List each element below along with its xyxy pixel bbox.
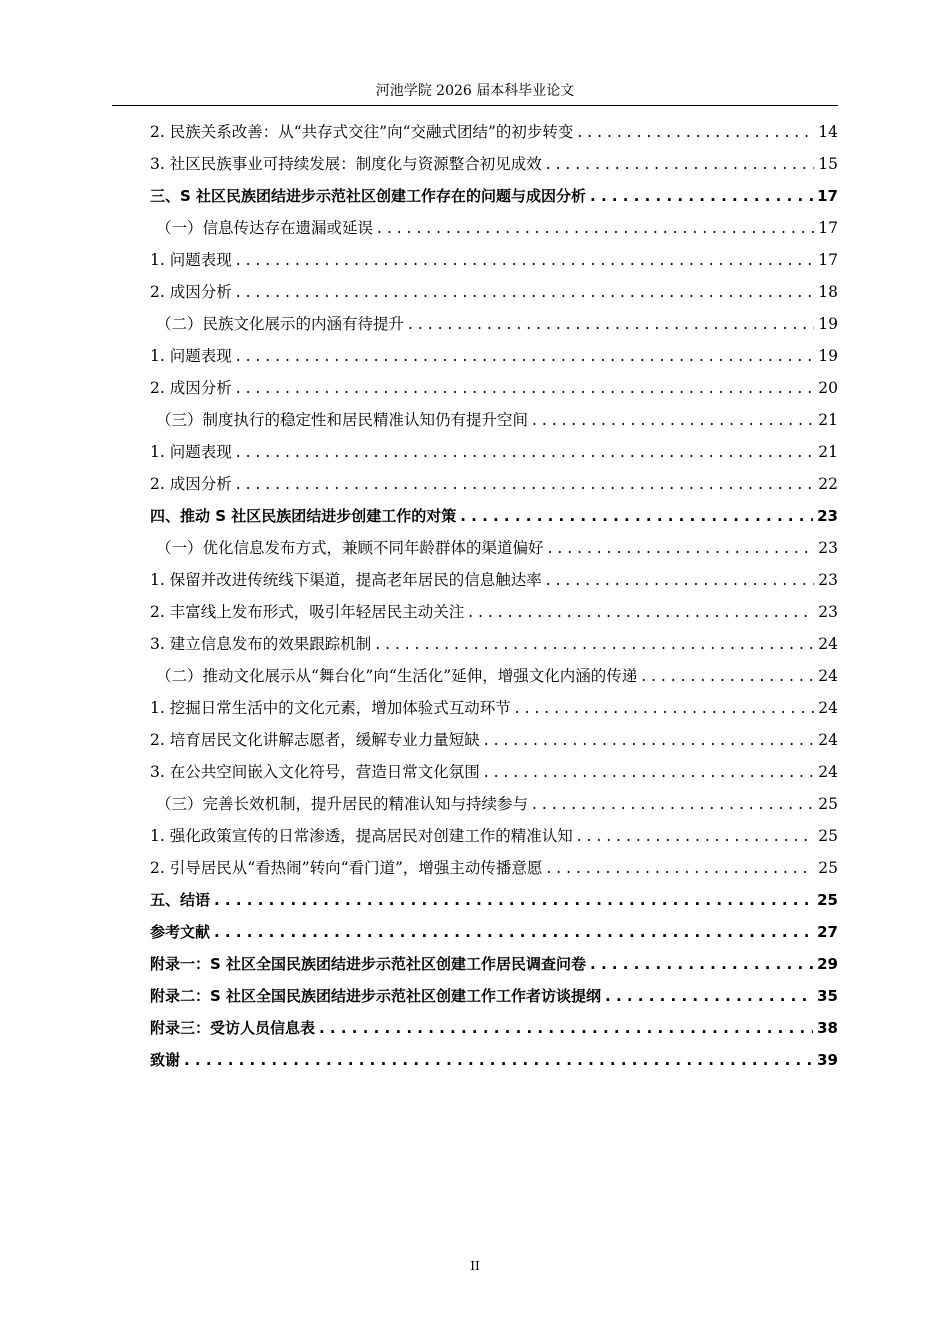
toc-entry[interactable] <box>150 212 838 244</box>
toc-entry-title: 1. 问题表现 <box>150 251 232 269</box>
toc-dot-leader <box>590 948 813 980</box>
toc-entry-page: 24 <box>818 667 838 685</box>
toc-entry-title: 附录三：受访人员信息表 <box>150 1019 316 1037</box>
toc-dot-leader <box>590 180 813 212</box>
toc-entry[interactable] <box>150 1012 838 1044</box>
toc-entry-title: 致谢 <box>150 1051 181 1069</box>
toc-dot-leader <box>641 660 814 692</box>
toc-entry[interactable] <box>150 980 838 1012</box>
toc-entry-title: 1. 挖掘日常生活中的文化元素，增加体验式互动环节 <box>150 699 511 717</box>
toc-dot-leader <box>236 276 815 308</box>
toc-entry-page: 24 <box>818 731 838 749</box>
toc-entry-page: 19 <box>818 347 838 365</box>
toc-entry[interactable] <box>150 468 838 500</box>
toc-entry-title: 3. 在公共空间嵌入文化符号，营造日常文化氛围 <box>150 763 480 781</box>
toc-entry[interactable] <box>150 116 838 148</box>
toc-entry-page: 17 <box>818 251 838 269</box>
toc-dot-leader <box>484 724 815 756</box>
toc-entry-title: 1. 问题表现 <box>150 347 232 365</box>
toc-entry-title: 三、S 社区民族团结进步示范社区创建工作存在的问题与成因分析 <box>150 187 587 205</box>
toc-entry[interactable] <box>150 244 838 276</box>
toc-dot-leader <box>484 756 815 788</box>
toc-entry-page: 27 <box>817 923 838 941</box>
toc-dot-leader <box>468 596 814 628</box>
toc-dot-leader <box>515 692 815 724</box>
toc-entry-page: 23 <box>817 507 838 525</box>
toc-entry-page: 35 <box>817 987 838 1005</box>
toc-entry[interactable] <box>150 148 838 180</box>
toc-entry-page: 29 <box>817 955 838 973</box>
toc-entry[interactable] <box>150 436 838 468</box>
toc-entry-title: （二）推动文化展示从“舞台化”向“生活化”延伸，增强文化内涵的传递 <box>156 667 638 685</box>
toc-entry-title: 2. 引导居民从“看热闹”转向“看门道”，增强主动传播意愿 <box>150 859 543 877</box>
toc-entry-page: 19 <box>818 315 838 333</box>
toc-entry-page: 18 <box>818 283 838 301</box>
toc-dot-leader <box>236 340 815 372</box>
toc-entry[interactable] <box>150 500 838 532</box>
toc-dot-leader <box>184 1044 813 1076</box>
toc-entry-page: 25 <box>818 795 838 813</box>
toc-entry-page: 39 <box>817 1051 838 1069</box>
toc-entry-title: 3. 建立信息发布的效果跟踪机制 <box>150 635 372 653</box>
toc-entry-title: 1. 问题表现 <box>150 443 232 461</box>
toc-dot-leader <box>577 820 815 852</box>
toc-entry[interactable] <box>150 340 838 372</box>
toc-dot-leader <box>577 116 814 148</box>
toc-entry-title: 2. 丰富线上发布形式，吸引年轻居民主动关注 <box>150 603 465 621</box>
toc-entry-title: 五、结语 <box>150 891 211 909</box>
toc-entry[interactable] <box>150 180 838 212</box>
toc-dot-leader <box>460 500 813 532</box>
toc-dot-leader <box>408 308 814 340</box>
toc-entry[interactable] <box>150 948 838 980</box>
toc-entry[interactable] <box>150 404 838 436</box>
toc-dot-leader <box>236 244 815 276</box>
toc-entry-page: 23 <box>818 539 838 557</box>
toc-dot-leader <box>236 372 815 404</box>
toc-entry[interactable] <box>150 1044 838 1076</box>
toc-dot-leader <box>532 404 814 436</box>
toc-entry[interactable] <box>150 276 838 308</box>
toc-entry-page: 22 <box>818 475 838 493</box>
toc-dot-leader <box>236 436 815 468</box>
toc-entry-title: 附录二：S 社区全国民族团结进步示范社区创建工作工作者访谈提纲 <box>150 987 602 1005</box>
toc-entry-page: 15 <box>818 155 838 173</box>
toc-entry[interactable] <box>150 564 838 596</box>
toc-entry-page: 21 <box>818 411 838 429</box>
toc-entry-title: 2. 成因分析 <box>150 475 232 493</box>
toc-entry-page: 25 <box>817 891 838 909</box>
toc-entry-title: （一）信息传达存在遗漏或延误 <box>156 219 374 237</box>
toc-entry[interactable] <box>150 532 838 564</box>
toc-dot-leader <box>546 564 815 596</box>
toc-dot-leader <box>375 628 814 660</box>
toc-entry[interactable] <box>150 852 838 884</box>
toc-entry-title: 附录一：S 社区全国民族团结进步示范社区创建工作居民调查问卷 <box>150 955 587 973</box>
toc-entry-title: 参考文献 <box>150 923 211 941</box>
toc-entry-title: 2. 成因分析 <box>150 283 232 301</box>
toc-entry-page: 17 <box>817 187 838 205</box>
toc-entry[interactable] <box>150 596 838 628</box>
toc-entry[interactable] <box>150 308 838 340</box>
toc-entry-title: （三）制度执行的稳定性和居民精准认知仍有提升空间 <box>156 411 529 429</box>
toc-entry[interactable] <box>150 724 838 756</box>
toc-entry-page: 21 <box>818 443 838 461</box>
toc-dot-leader <box>546 148 815 180</box>
toc-dot-leader <box>605 980 813 1012</box>
toc-entry[interactable] <box>150 692 838 724</box>
toc-dot-leader <box>319 1012 813 1044</box>
toc-entry-title: 四、推动 S 社区民族团结进步创建工作的对策 <box>150 507 457 525</box>
toc-entry[interactable] <box>150 820 838 852</box>
page-number: II <box>470 1259 480 1273</box>
toc-dot-leader <box>532 788 814 820</box>
toc-dot-leader <box>377 212 814 244</box>
toc-entry[interactable] <box>150 660 838 692</box>
toc-entry-title: （一）优化信息发布方式，兼顾不同年龄群体的渠道偏好 <box>156 539 544 557</box>
toc-entry[interactable] <box>150 884 838 916</box>
toc-entry-page: 24 <box>818 763 838 781</box>
toc-entry-page: 24 <box>818 699 838 717</box>
toc-entry-page: 25 <box>818 859 838 877</box>
toc-entry-page: 20 <box>818 379 838 397</box>
toc-entry-page: 24 <box>818 635 838 653</box>
toc-entry-page: 23 <box>818 603 838 621</box>
toc-entry-page: 25 <box>818 827 838 845</box>
toc-dot-leader <box>214 916 813 948</box>
toc-entry-title: 2. 培育居民文化讲解志愿者，缓解专业力量短缺 <box>150 731 480 749</box>
toc-dot-leader <box>214 884 813 916</box>
toc-entry-title: 1. 强化政策宣传的日常渗透，提高居民对创建工作的精准认知 <box>150 827 573 845</box>
toc-entry[interactable] <box>150 788 838 820</box>
toc-entry-page: 17 <box>818 219 838 237</box>
toc-entry-title: （二）民族文化展示的内涵有待提升 <box>156 315 405 333</box>
toc-entry[interactable] <box>150 756 838 788</box>
toc-dot-leader <box>546 852 814 884</box>
toc-entry-title: 3. 社区民族事业可持续发展：制度化与资源整合初见成效 <box>150 155 542 173</box>
toc-entry-page: 23 <box>818 571 838 589</box>
toc-dot-leader <box>548 532 815 564</box>
toc-entry[interactable] <box>150 628 838 660</box>
toc-entry-title: 2. 民族关系改善：从“共存式交往”向“交融式团结”的初步转变 <box>150 123 574 141</box>
header-rule <box>112 105 838 106</box>
toc-entry-title: 2. 成因分析 <box>150 379 232 397</box>
table-of-contents <box>150 116 838 1076</box>
toc-entry[interactable] <box>150 372 838 404</box>
toc-entry-title: （三）完善长效机制，提升居民的精准认知与持续参与 <box>156 795 529 813</box>
toc-entry-page: 14 <box>818 123 838 141</box>
toc-dot-leader <box>236 468 815 500</box>
toc-entry-title: 1. 保留并改进传统线下渠道，提高老年居民的信息触达率 <box>150 571 542 589</box>
toc-entry[interactable] <box>150 916 838 948</box>
toc-entry-page: 38 <box>817 1019 838 1037</box>
running-header: 河池学院 2026 届本科毕业论文 <box>375 83 575 99</box>
